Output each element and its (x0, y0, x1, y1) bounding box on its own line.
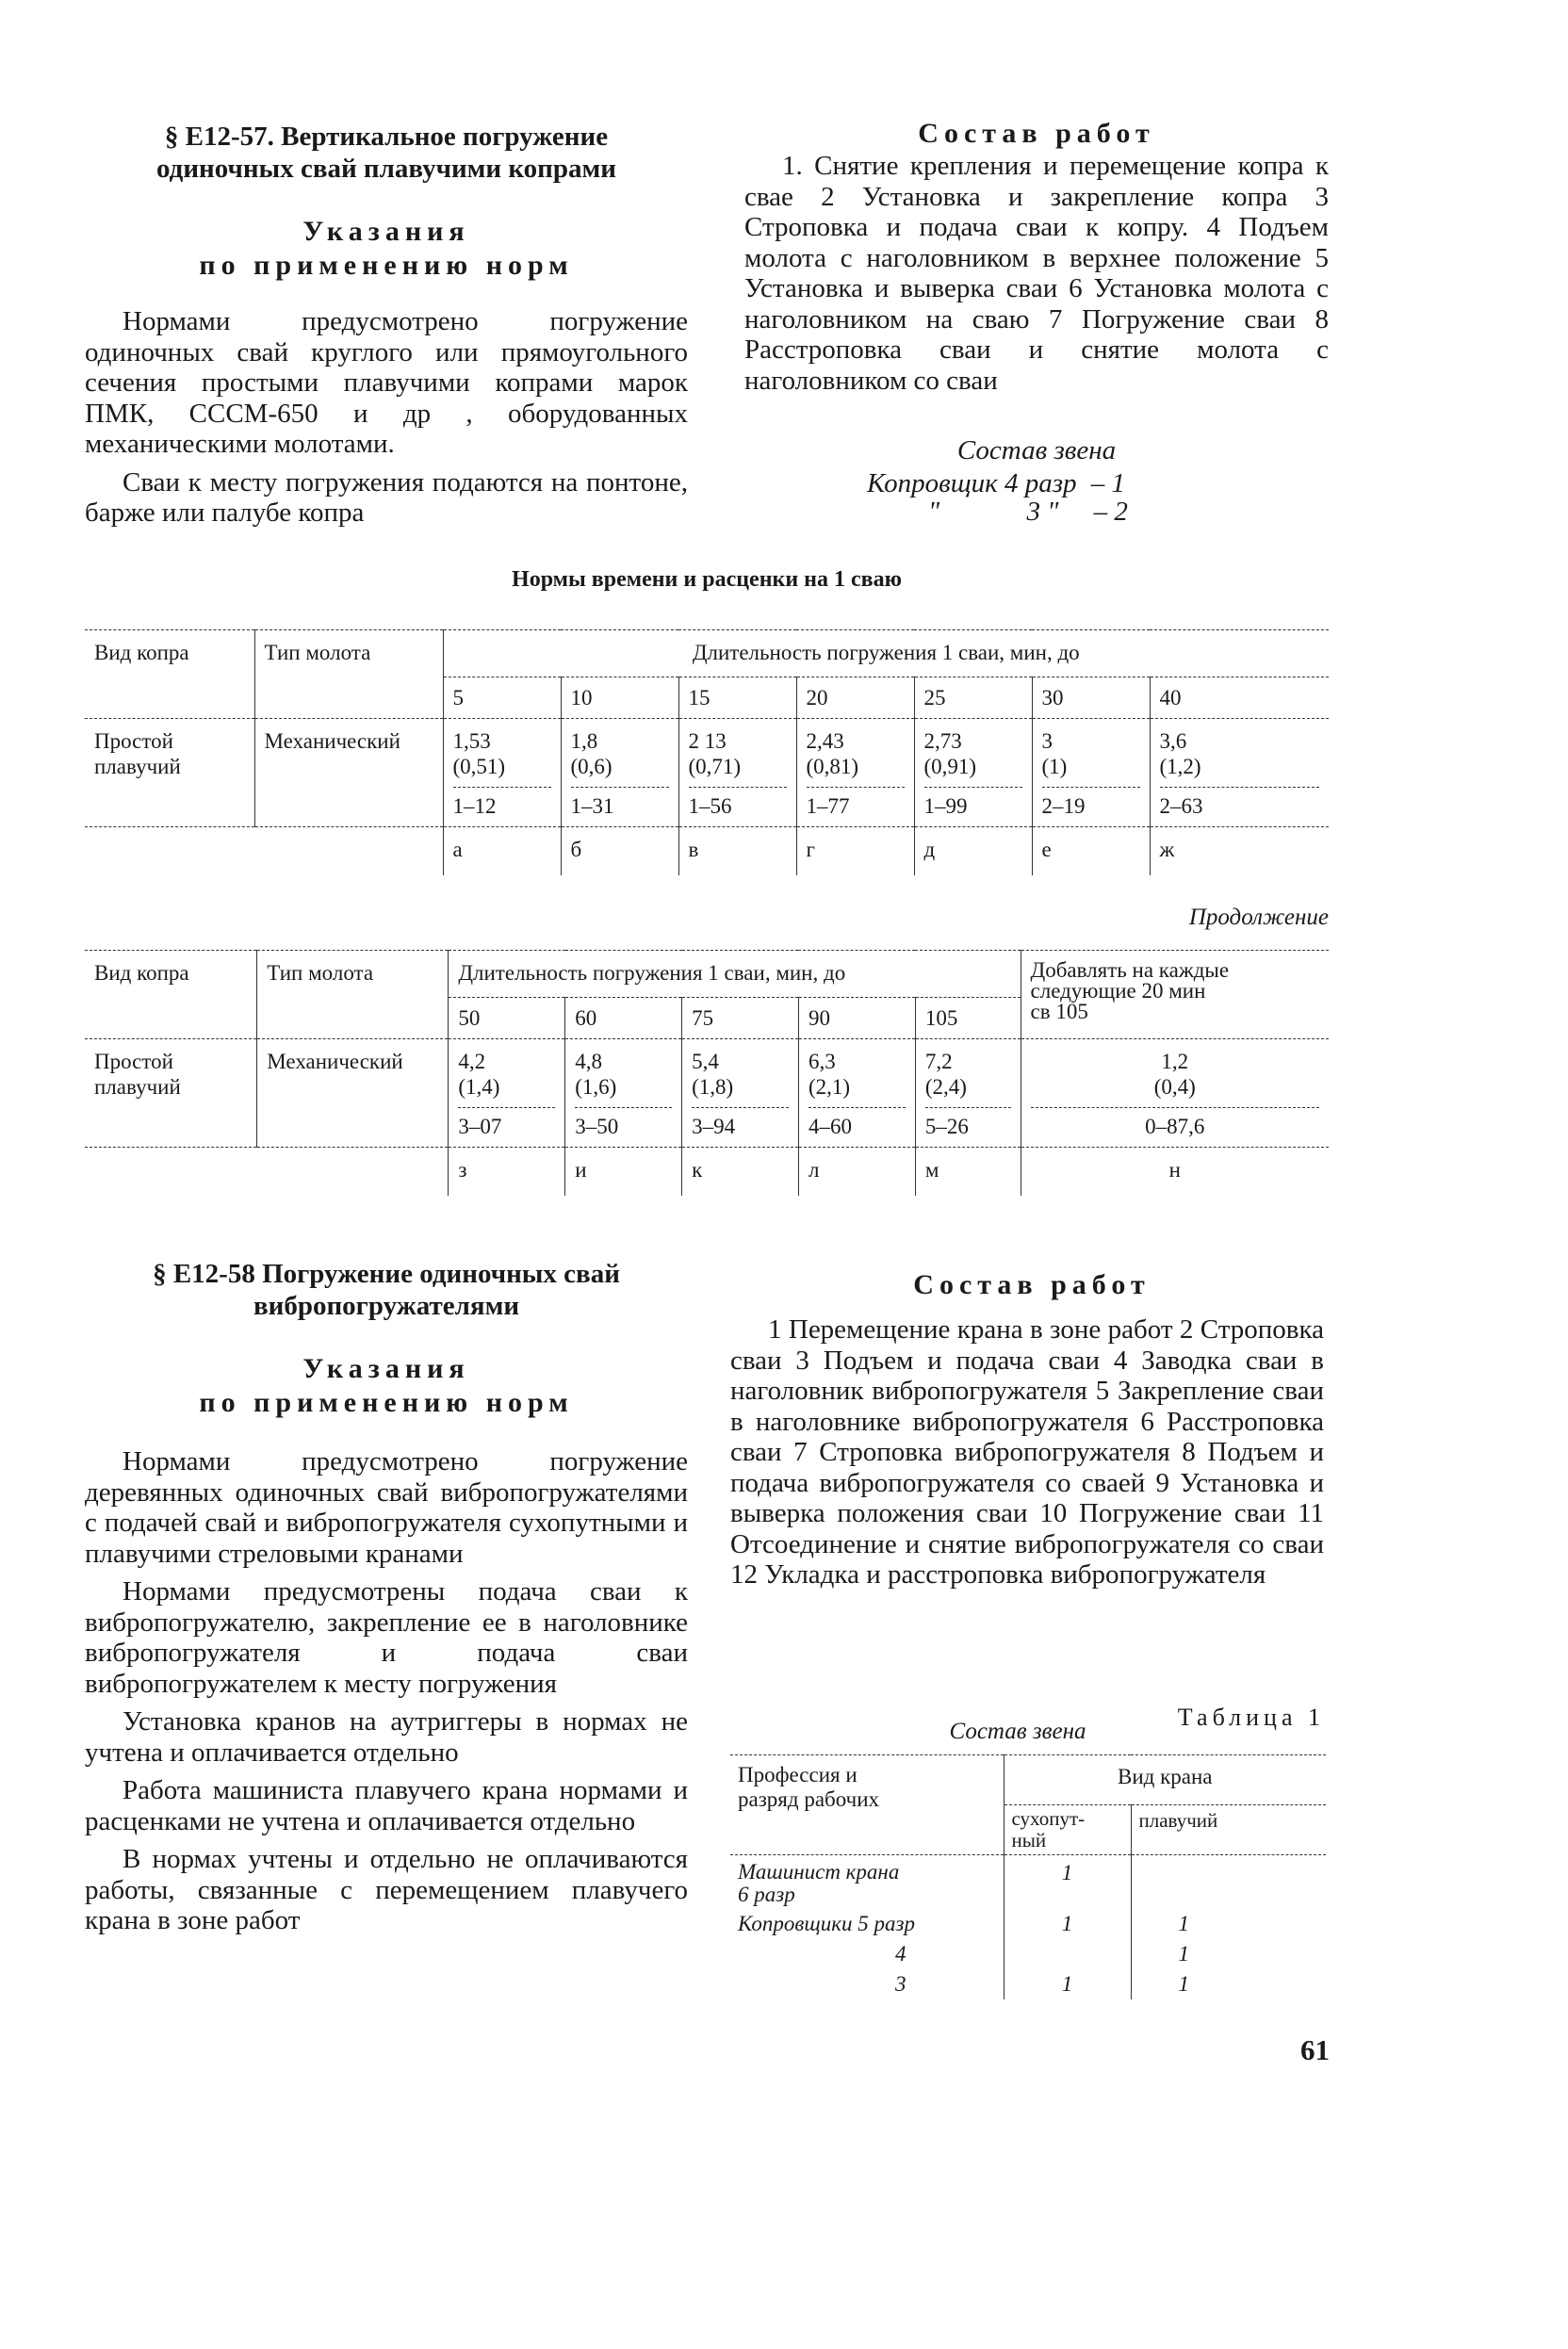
crew-head-land (1004, 1805, 1131, 1855)
table1-rate-6: 2–63 (1160, 787, 1320, 823)
table2-value-cell-2 (682, 1039, 799, 1148)
table2-norm-paren-3: (2,1) (808, 1075, 851, 1099)
sec57-text (85, 306, 688, 529)
table2-hammer: Механический (257, 1039, 449, 1148)
table1-value-cell-4 (914, 719, 1032, 827)
table1-kind-line1: Простой (94, 729, 173, 753)
crew-row1-land: 1 (1004, 1855, 1131, 1910)
table1-norm-2: 2 13 (688, 729, 727, 753)
sec57-ukazaniya-heading (85, 215, 688, 283)
table2-norm-paren-0: (1,4) (458, 1075, 500, 1099)
sec58-para1: Нормами предусмотрено погружение деревянных одиночных свай вибропогружателями с подачей свай и вибропогружателя сухопутными и плавучими стреловыми кранами (85, 1446, 688, 1569)
crew-row4-land: 1 (1004, 1969, 1131, 1999)
table1-duration-5: 30 (1032, 677, 1150, 719)
table2-value-cell-3 (798, 1039, 915, 1148)
crew-row1 (730, 1855, 1326, 1910)
crew-head-prof-line2: разряд рабочих (738, 1787, 880, 1811)
crew1-count: – 1 (1090, 468, 1126, 498)
table2-rate-0: 3–07 (458, 1107, 555, 1143)
table1-value-cell-2 (678, 719, 796, 827)
table1-rate-0: 1–12 (453, 787, 551, 823)
crew-row4 (730, 1969, 1326, 1999)
table1-duration-1: 10 (561, 677, 678, 719)
table1-letter-5: е (1032, 827, 1150, 876)
sec57-ukazaniya-line2: по применению норм (199, 250, 574, 281)
table2 (85, 950, 1329, 1196)
table2-norm-5: 1,2 (1161, 1050, 1189, 1073)
table2-header-row1 (85, 951, 1329, 998)
sec58-crew-table (730, 1754, 1326, 1999)
crew-row1-prof (730, 1855, 1004, 1910)
table1-norm-paren-5: (1) (1041, 755, 1068, 778)
crew-row4-prof: 3 (895, 1972, 906, 1996)
crew2-grade: 3 " (1026, 497, 1059, 527)
crew-head-land-line1: сухопут- (1011, 1807, 1086, 1830)
table1-norm-3: 2,43 (806, 729, 844, 753)
table1 (85, 629, 1329, 875)
table1-letter-6: ж (1150, 827, 1329, 876)
sec58-para2: Нормами предусмотрены подача сваи к вибропогружателю, закрепление ее в наголовнике вибропогружателя и подача сваи вибропогружателем к месту погружения (85, 1576, 688, 1699)
table2-letter-4: м (915, 1148, 1021, 1197)
crew-head-prof (730, 1755, 1004, 1855)
table2-head-kind: Вид копра (85, 951, 257, 1039)
crew-row3 (730, 1939, 1326, 1969)
table1-kind (85, 719, 254, 827)
table2-data-row (85, 1039, 1329, 1148)
table1-duration-3: 20 (796, 677, 914, 719)
table1-head-hammer: Тип молота (254, 630, 443, 719)
table2-letter-1: и (565, 1148, 682, 1197)
table2-value-cell-5 (1021, 1039, 1329, 1148)
crew-head-float: плавучий (1131, 1805, 1326, 1855)
table2-norm-2: 5,4 (692, 1050, 719, 1073)
sec58-title-line2: вибропогружателями (253, 1291, 520, 1321)
sec58-ukazaniya-line1: Указания (302, 1353, 470, 1384)
sec58-para3: Установка кранов на аутриггеры в нормах не учтена и оплачивается отдельно (85, 1706, 688, 1768)
crew-row2 (730, 1909, 1326, 1939)
table2-kind-line1: Простой (94, 1050, 173, 1073)
sec58-sostav-rabot-text (730, 1314, 1324, 1590)
table2-duration-2: 75 (682, 998, 799, 1039)
sec57-title-line1: § Е12-57. Вертикальное погружение (164, 122, 609, 152)
crew-row2-prof: Копровщики 5 разр (738, 1912, 915, 1935)
table2-value-cell-4 (915, 1039, 1021, 1148)
table2-norm-1: 4,8 (575, 1050, 602, 1073)
table2-letter-5: н (1021, 1148, 1329, 1197)
table2-value-cell-1 (565, 1039, 682, 1148)
table2-letter-2: к (682, 1148, 799, 1197)
table1-letter-2: в (678, 827, 796, 876)
table1-duration-2: 15 (678, 677, 796, 719)
sec57-title (85, 121, 688, 185)
sec57-ukazaniya-line1: Указания (302, 216, 470, 247)
table2-head-duration: Длительность погружения 1 сваи, мин, до (449, 951, 1021, 998)
sec57-sostav-rabot-text (744, 151, 1329, 396)
crew-row3-float: 1 (1131, 1939, 1326, 1969)
table2-head-add (1021, 951, 1329, 1039)
crew-head-row1 (730, 1755, 1326, 1805)
crew-row3-land (1004, 1939, 1131, 1969)
table2-rate-2: 3–94 (692, 1107, 789, 1143)
table2-letter-0: з (449, 1148, 565, 1197)
crew-head-land-line2: ный (1011, 1829, 1047, 1851)
table2-norm-4: 7,2 (924, 1050, 953, 1073)
table1-norm-paren-3: (0,81) (806, 755, 859, 778)
table2-head-add-line1: Добавлять на каждые (1030, 958, 1230, 982)
table2-norm-paren-4: (2,4) (924, 1075, 967, 1099)
sec58-title (85, 1258, 688, 1322)
sec57-sostav-zvena-title: Состав звена (956, 435, 1117, 465)
table1-norm-paren-1: (0,6) (570, 755, 612, 778)
sec58-title-line1: § Е12-58 Погружение одиночных свай (153, 1259, 620, 1289)
table1-head-kind: Вид копра (85, 630, 254, 719)
table2-letter-3: л (798, 1148, 915, 1197)
continuation-label: Продолжение (1188, 905, 1329, 930)
table1-caption: Нормы времени и расценки на 1 сваю (512, 567, 902, 592)
crew-row4-float: 1 (1131, 1969, 1326, 1999)
table2-head-add-line3: св 105 (1030, 1000, 1088, 1023)
table1-rate-4: 1–99 (924, 787, 1022, 823)
table1-rate-1: 1–31 (571, 787, 669, 823)
table1-value-cell-3 (796, 719, 914, 827)
table2-head-hammer: Тип молота (257, 951, 449, 1039)
sec57-crew-row2 (928, 497, 1128, 528)
table1-rate-5: 2–19 (1042, 787, 1140, 823)
sec58-para5: В нормах учтены и отдельно не оплачиваются работы, связанные с перемещением плавучего крана в зоне работ (85, 1844, 688, 1935)
table1-data-row (85, 719, 1329, 827)
table2-duration-0: 50 (449, 998, 565, 1039)
table1-value-cell-1 (561, 719, 678, 827)
table1-duration-4: 25 (914, 677, 1032, 719)
table1-letters-row (85, 827, 1329, 876)
crew2-name: " (928, 497, 940, 527)
table1-value-cell-6 (1150, 719, 1329, 827)
sec57-para1: Нормами предусмотрено погружение одиночных свай круглого или прямоугольного сечения простыми плавучими копрами марок ПМК, СССМ-650 и др , оборудованных механическими молотами. (85, 306, 688, 459)
table2-duration-3: 90 (798, 998, 915, 1039)
table1-letter-0: а (443, 827, 561, 876)
sec57-title-line2: одиночных свай плавучими копрами (155, 154, 616, 184)
table2-rate-3: 4–60 (808, 1107, 906, 1143)
table2-rate-4: 5–26 (925, 1107, 1011, 1143)
table2-value-cell-0 (449, 1039, 565, 1148)
table1-norm-paren-4: (0,91) (923, 755, 977, 778)
sec57-crew-row1 (867, 468, 1125, 499)
table1-norm-paren-6: (1,2) (1159, 755, 1201, 778)
crew2-count: – 2 (1093, 497, 1128, 527)
crew-head-crane: Вид крана (1004, 1755, 1326, 1805)
table2-rate-5: 0–87,6 (1031, 1107, 1319, 1143)
sec57-para2: Сваи к месту погружения подаются на понтоне, барже или палубе копра (85, 466, 688, 528)
crew-row2-land: 1 (1004, 1909, 1131, 1939)
sec58-text (85, 1446, 688, 1936)
sec58-para4: Работа машиниста плавучего крана нормами и расценками не учтена и оплачивается отдельно (85, 1775, 688, 1836)
table2-norm-paren-5: (0,4) (1153, 1075, 1196, 1099)
table1-norm-0: 1,53 (452, 729, 491, 753)
table2-duration-4: 105 (915, 998, 1021, 1039)
sec57-sostav-rabot-para: 1. Снятие крепления и перемещение копра к свае 2 Установка и закрепление копра 3 Строповка и подача сваи к копру. 4 Подъем молота с наголовником в верхнее положение 5 Установка и выверка сваи 6 Установка молота с наголовником на сваю 7 Погружение сваи 8 Расстроповка сваи и снятие молота с наголовником со сваи (744, 151, 1329, 396)
crew1-grade: 4 разр (1004, 468, 1077, 498)
crew-row2-float: 1 (1131, 1909, 1326, 1939)
table1-norm-5: 3 (1041, 729, 1053, 753)
sec58-sostav-rabot-title: Состав работ (913, 1269, 1151, 1300)
table2-rate-1: 3–50 (575, 1107, 672, 1143)
table1-hammer: Механический (254, 719, 443, 827)
sec58-ukazaniya-line2: по применению норм (199, 1387, 574, 1418)
table1-norm-paren-2: (0,71) (688, 755, 742, 778)
table1-norm-4: 2,73 (923, 729, 962, 753)
table1-rate-3: 1–77 (807, 787, 905, 823)
table2-head-add-line2: следующие 20 мин (1030, 979, 1206, 1003)
crew-head-prof-line1: Профессия и (738, 1763, 858, 1786)
table1-head-duration: Длительность погружения 1 сваи, мин, до (443, 630, 1329, 677)
sec58-sostav-rabot-para: 1 Перемещение крана в зоне работ 2 Строповка сваи 3 Подъем и подача сваи 4 Заводка сваи в наголовник вибропогружателя 5 Закрепление сваи в наголовнике вибропогружателя 6 Расстроповка сваи 7 Строповка вибропогружателя 8 Подъем и подача вибропогружателя со сваей 9 Установка и выверка положения сваи 10 Погружение сваи 11 Отсоединение и снятие вибропогружателя со сваи 12 Укладка и расстроповка вибропогружателя (730, 1314, 1324, 1590)
table1-norm-6: 3,6 (1159, 729, 1187, 753)
table1-duration-0: 5 (443, 677, 561, 719)
table1-norm-1: 1,8 (570, 729, 598, 753)
table1-header-row1 (85, 630, 1329, 677)
table2-norm-0: 4,2 (458, 1050, 486, 1073)
table1-value-cell-5 (1032, 719, 1150, 827)
crew-row1-float (1131, 1855, 1326, 1910)
table2-kind-line2: плавучий (94, 1075, 181, 1099)
table1-kind-line2: плавучий (94, 755, 181, 778)
crew-row1-prof-line1: Машинист крана (738, 1860, 900, 1884)
table1-letter-3: г (796, 827, 914, 876)
table1-norm-paren-0: (0,51) (452, 755, 506, 778)
crew-row1-prof-line2: 6 разр (738, 1883, 795, 1906)
table2-norm-paren-1: (1,6) (575, 1075, 617, 1099)
table2-norm-3: 6,3 (808, 1050, 836, 1073)
table2-norm-paren-2: (1,8) (692, 1075, 734, 1099)
table1-duration-6: 40 (1150, 677, 1329, 719)
crew1-name: Копровщик (867, 468, 998, 498)
page-number: 61 (1300, 2033, 1330, 2066)
table1-letter-1: б (561, 827, 678, 876)
table1-value-cell-0 (443, 719, 561, 827)
sec58-table-label: Таблица 1 (1177, 1704, 1325, 1731)
table1-letter-4: д (914, 827, 1032, 876)
table2-duration-1: 60 (565, 998, 682, 1039)
sec58-ukazaniya-heading (85, 1352, 688, 1420)
crew-row3-prof: 4 (895, 1942, 906, 1966)
table2-kind (85, 1039, 257, 1148)
table1-rate-2: 1–56 (689, 787, 787, 823)
sec58-sostav-zvena-title: Состав звена (949, 1719, 1086, 1744)
table2-letters-row (85, 1148, 1329, 1197)
sec57-sostav-rabot-title: Состав работ (918, 118, 1155, 149)
